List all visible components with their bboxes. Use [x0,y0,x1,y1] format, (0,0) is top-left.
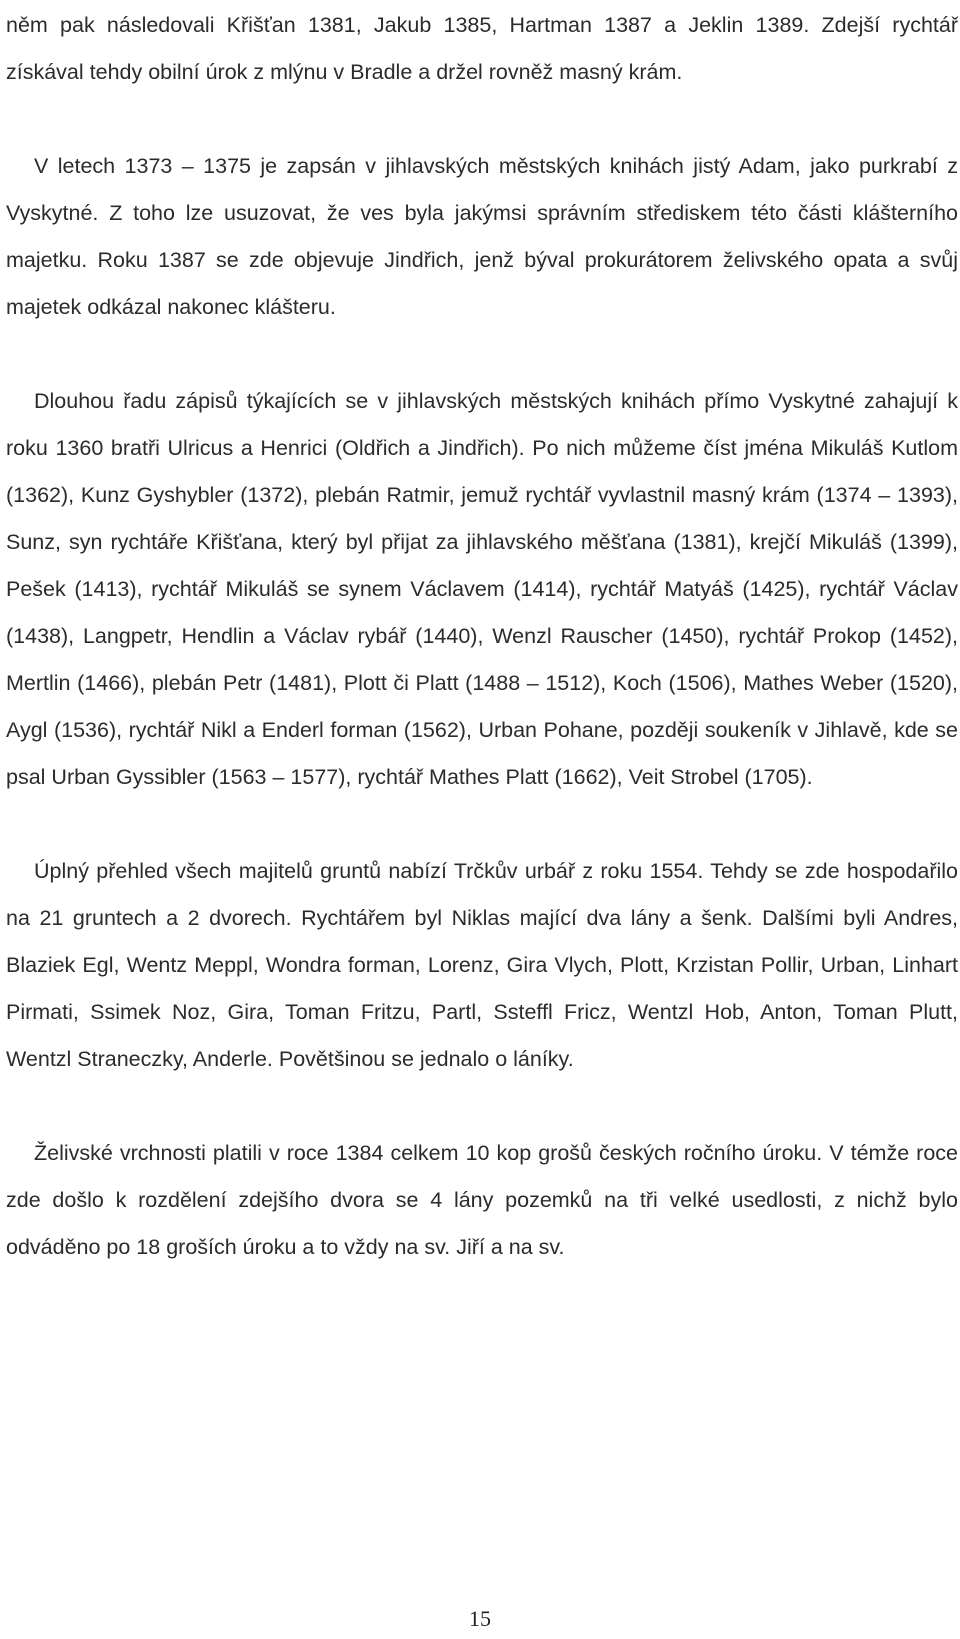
paragraph-continuation: něm pak následovali Křišťan 1381, Jakub 1385, Hartman 1387 a Jeklin 1389. Zdejší rychtář získával tehdy obilní úrok z mlýnu v Bradle a držel rovněž masný krám. [6,13,958,84]
paragraph-records: Dlouhou řadu zápisů týkajících se v jihlavských městských knihách přímo Vyskytné zahajují k roku 1360 bratři Ulricus a Henrici (Oldřich a Jindřich). Po nich můžeme číst jména Mikuláš Kutlom (1362), Kunz Gyshybler (1372), plebán Ratmir, jemuž rychtář vyvlastnil masný krám (1374 – 1393), Sunz, syn rychtáře Křišťana, který byl přijat za jihlavského měšťana (1381), krejčí Mikuláš (1399), Pešek (1413), rychtář Mikuláš se synem Václavem (1414), rychtář Matyáš (1425), rychtář Václav (1438), Langpetr, Hendlin a Václav rybář (1440), Wenzl Rauscher (1450), rychtář Prokop (1452), Mertlin (1466), plebán Petr (1481), Plott či Platt (1488 – 1512), Koch (1506), Mathes Weber (1520), Aygl (1536), rychtář Nikl a Enderl forman (1562), Urban Pohane, později soukeník v Jihlavě, kde se psal Urban Gyssibler (1563 – 1577), rychtář Mathes Platt (1662), Veit Strobel (1705). [6,389,958,789]
paragraph-gap [6,1083,958,1130]
paragraph-gap [6,801,958,848]
paragraph-adam: V letech 1373 – 1375 je zapsán v jihlavských městských knihách jistý Adam, jako purkrabí z Vyskytné. Z toho lze usuzovat, že ves byla jakýmsi správním střediskem této části klášterního majetku. Roku 1387 se zde objevuje Jindřich, jenž býval prokurátorem želivského opata a svůj majetek odkázal nakonec klášteru. [6,154,958,319]
paragraph-urbar: Úplný přehled všech majitelů gruntů nabízí Trčkův urbář z roku 1554. Tehdy se zde hospodařilo na 21 gruntech a 2 dvorech. Rychtářem byl Niklas mající dva lány a šenk. Dalšími byli Andres, Blaziek Egl, Wentz Meppl, Wondra forman, Lorenz, Gira Vlych, Plott, Krzistan Pollir, Urban, Linhart Pirmati, Ssimek Noz, Gira, Toman Fritzu, Partl, Ssteffl Fricz, Wentzl Hob, Anton, Toman Plutt, Wentzl Straneczky, Anderle. Povětšinou se jednalo o láníky. [6,859,958,1071]
body-text [6,2,958,1271]
page-number: 15 [469,1606,491,1631]
paragraph-gap [6,331,958,378]
paragraph-gap [6,96,958,143]
paragraph-zeliv: Želivské vrchnosti platili v roce 1384 celkem 10 kop grošů českých ročního úroku. V témže roce zde došlo k rozdělení zdejšího dvora se 4 lány pozemků na tři velké usedlosti, z nichž bylo odváděno po 18 groších úroku a to vždy na sv. Jiří a na sv. [6,1141,958,1259]
